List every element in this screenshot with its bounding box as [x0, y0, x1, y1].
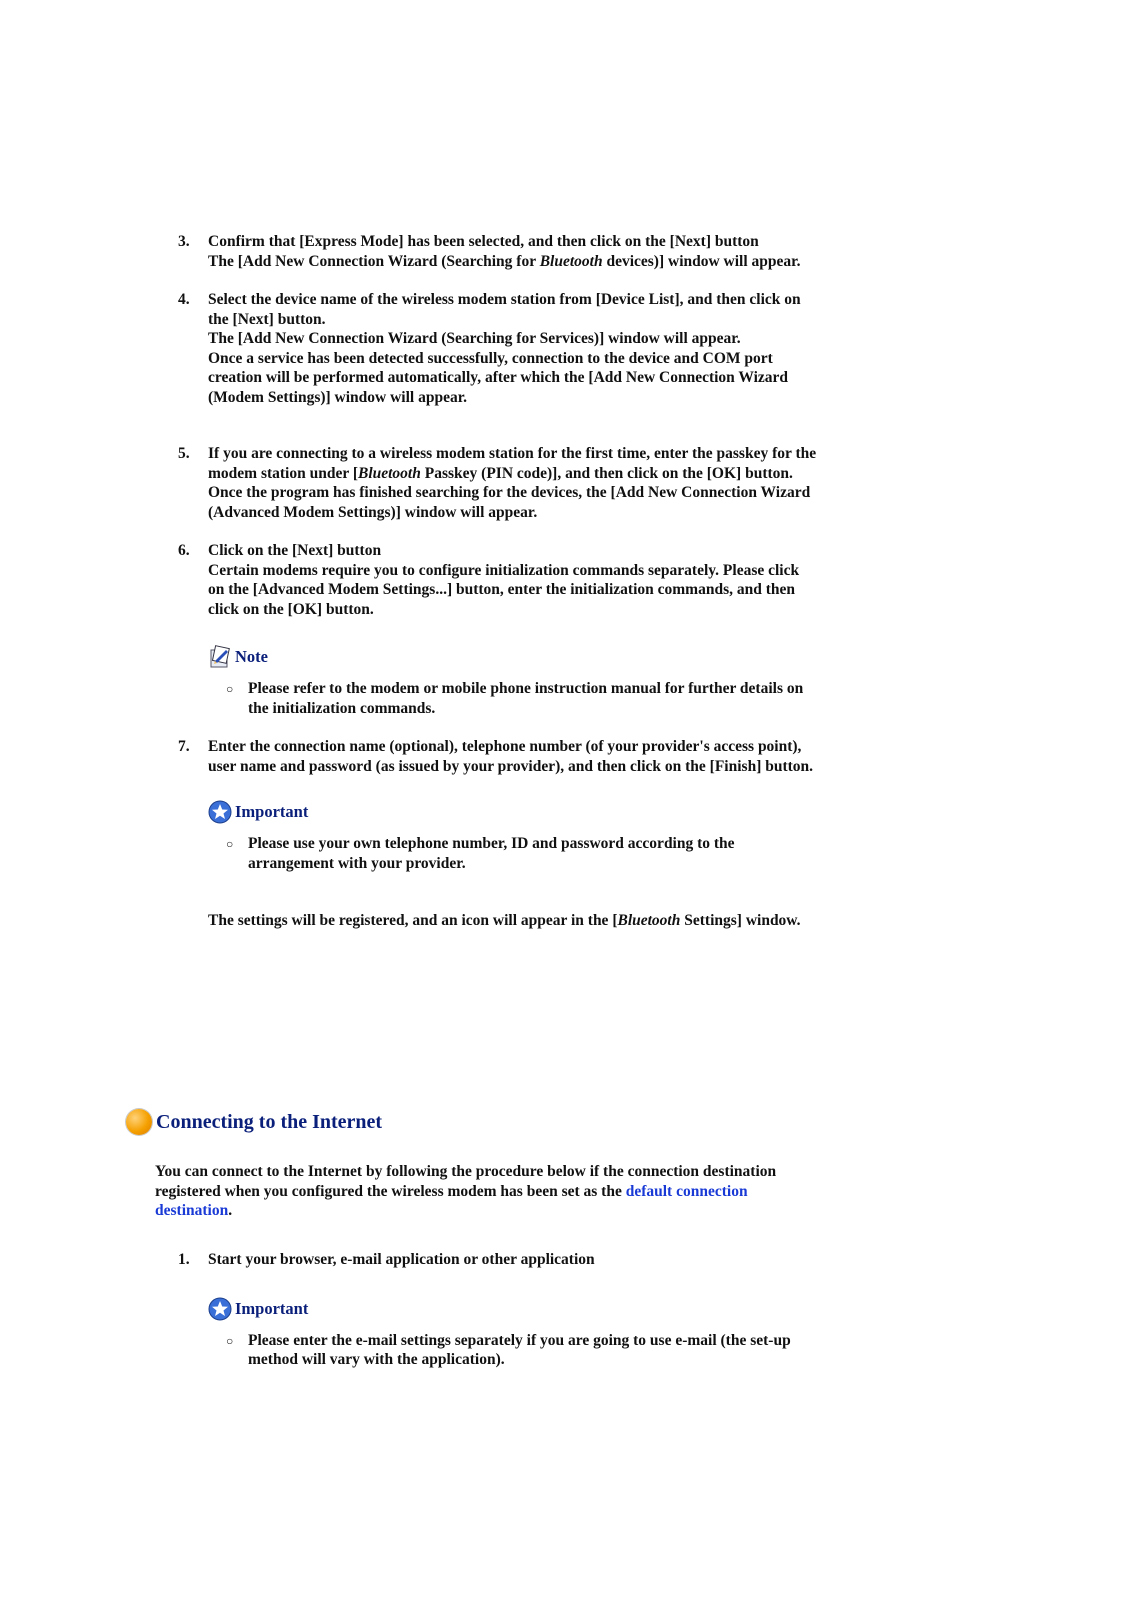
registered-paragraph: The settings will be registered, and an icon will appear in the [Bluetooth Settings] window.	[208, 912, 801, 929]
internet-instruction-list	[168, 1250, 818, 1370]
step-text: Select the device name of the wireless modem station from [Device List], and then click on the [Next] button.	[208, 291, 801, 328]
step-text: Start your browser, e-mail application or other application	[208, 1251, 595, 1268]
instruction-list	[168, 232, 818, 931]
step-number: 7.	[178, 738, 190, 755]
step-result: Once the program has finished searching for the devices, the [Add New Connection Wizard (Advanced Modem Settings)] window will appear.	[208, 484, 811, 521]
section-title: Connecting to the Internet	[156, 1110, 383, 1133]
bullet-circle-icon: ○	[226, 682, 234, 696]
step-result: The [Add New Connection Wizard (Searching for Services)] window will appear.	[208, 330, 741, 347]
note-bullet	[226, 679, 818, 718]
important-heading	[208, 800, 818, 824]
intro-paragraph: You can connect to the Internet by following the procedure below if the connection destination registered when you configured the wireless modem has been set as the default connection destination.	[155, 1163, 777, 1219]
step-detail: Certain modems require you to configure initialization commands separately. Please click on the [Advanced Modem Settings...] button, enter the initialization commands, and then click on the [OK] button.	[208, 561, 800, 618]
bullet-circle-icon: ○	[226, 837, 234, 851]
step-text: Confirm that [Express Mode] has been selected, and then click on the [Next] button	[208, 233, 759, 250]
step-6	[168, 541, 818, 619]
step-text: If you are connecting to a wireless modem station for the first time, enter the passkey for the modem station under [Bluetooth Passkey (PIN code)], and then click on the [OK] button.	[208, 445, 817, 482]
step-number: 3.	[178, 233, 190, 250]
step-result: The [Add New Connection Wizard (Searching for Bluetooth devices)] window will appear.	[208, 252, 801, 270]
step-text: Click on the [Next] button	[208, 542, 382, 559]
step-1	[168, 1250, 818, 1270]
star-icon	[208, 800, 232, 824]
step-5	[168, 444, 818, 522]
note-icon	[208, 645, 232, 669]
step-7	[168, 737, 818, 776]
default-connection-link[interactable]: default connection destination	[155, 1182, 748, 1219]
step-4	[168, 290, 818, 407]
step-number: 4.	[178, 291, 190, 308]
section-heading	[126, 1109, 382, 1135]
bullet-circle-icon: ○	[226, 1333, 234, 1348]
step-text: Enter the connection name (optional), telephone number (of your provider's access point), user name and password (as issued by your provider), and then click on the [Finish] button.	[208, 738, 814, 775]
step-number: 1.	[178, 1251, 190, 1268]
important-heading	[208, 1297, 818, 1321]
important-bullet	[226, 1331, 818, 1370]
orange-ball-icon	[126, 1109, 152, 1135]
star-icon	[208, 1297, 232, 1321]
important-bullet	[226, 834, 818, 873]
step-number: 6.	[178, 542, 190, 559]
note-title: Note	[235, 647, 268, 667]
important-title: Important	[235, 802, 309, 822]
step-3	[168, 232, 818, 271]
important-text: Please enter the e-mail settings separately if you are going to use e-mail (the set-up method will vary with the application).	[248, 1331, 791, 1368]
important-title: Important	[235, 1298, 309, 1318]
step-detail: Once a service has been detected successfully, connection to the device and COM port creation will be performed automatically, after which the [Add New Connection Wizard (Modem Settings)] window will appear.	[208, 349, 789, 406]
important-text: Please use your own telephone number, ID and password according to the arrangement with your provider.	[248, 835, 735, 872]
note-heading	[208, 645, 818, 669]
step-number: 5.	[178, 445, 190, 462]
note-text: Please refer to the modem or mobile phone instruction manual for further details on the initialization commands.	[248, 680, 804, 717]
